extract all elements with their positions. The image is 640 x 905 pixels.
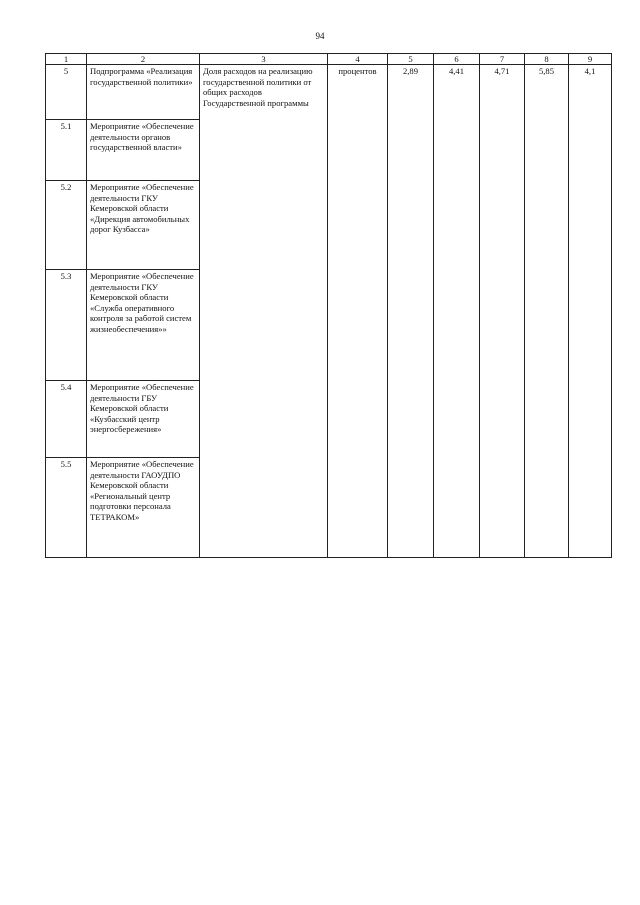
row-number: 5.4 bbox=[46, 381, 87, 458]
row-name: Мероприятие «Обеспечение деятельности ГБУ Кемеровской области «Кузбасский центр энергосбережения» bbox=[87, 381, 200, 458]
table-row bbox=[46, 65, 612, 120]
row-name: Мероприятие «Обеспечение деятельности ГКУ Кемеровской области «Служба оперативного контроля за работой систем жизнеобеспечения»» bbox=[87, 270, 200, 381]
row-number: 5.2 bbox=[46, 181, 87, 270]
row-number: 5 bbox=[46, 65, 87, 120]
page-number: 94 bbox=[315, 31, 325, 41]
header-cell: 9 bbox=[569, 54, 612, 65]
row-number: 5.1 bbox=[46, 120, 87, 181]
indicator-value: 2,89 bbox=[388, 65, 434, 558]
indicator-value: 5,85 bbox=[525, 65, 569, 558]
row-name: Подпрограмма «Реализация государственной политики» bbox=[87, 65, 200, 120]
header-cell: 7 bbox=[480, 54, 525, 65]
indicator-value: 4,41 bbox=[434, 65, 480, 558]
header-cell: 6 bbox=[434, 54, 480, 65]
row-number: 5.3 bbox=[46, 270, 87, 381]
header-cell: 2 bbox=[87, 54, 200, 65]
indicator-value: 4,71 bbox=[480, 65, 525, 558]
table-header-row bbox=[46, 54, 612, 65]
indicators-table bbox=[45, 53, 612, 558]
header-cell: 1 bbox=[46, 54, 87, 65]
indicator-name: Доля расходов на реализацию государственной политики от общих расходов Государственной программы bbox=[200, 65, 328, 558]
row-name: Мероприятие «Обеспечение деятельности органов государственной власти» bbox=[87, 120, 200, 181]
header-cell: 5 bbox=[388, 54, 434, 65]
header-cell: 3 bbox=[200, 54, 328, 65]
indicator-value: 4,1 bbox=[569, 65, 612, 558]
indicator-unit: процентов bbox=[328, 65, 388, 558]
row-number: 5.5 bbox=[46, 458, 87, 558]
header-cell: 4 bbox=[328, 54, 388, 65]
row-name: Мероприятие «Обеспечение деятельности ГАОУДПО Кемеровской области «Региональный центр подготовки персонала ТЕТРАКОМ» bbox=[87, 458, 200, 558]
header-cell: 8 bbox=[525, 54, 569, 65]
row-name: Мероприятие «Обеспечение деятельности ГКУ Кемеровской области «Дирекция автомобильных дорог Кузбасса» bbox=[87, 181, 200, 270]
